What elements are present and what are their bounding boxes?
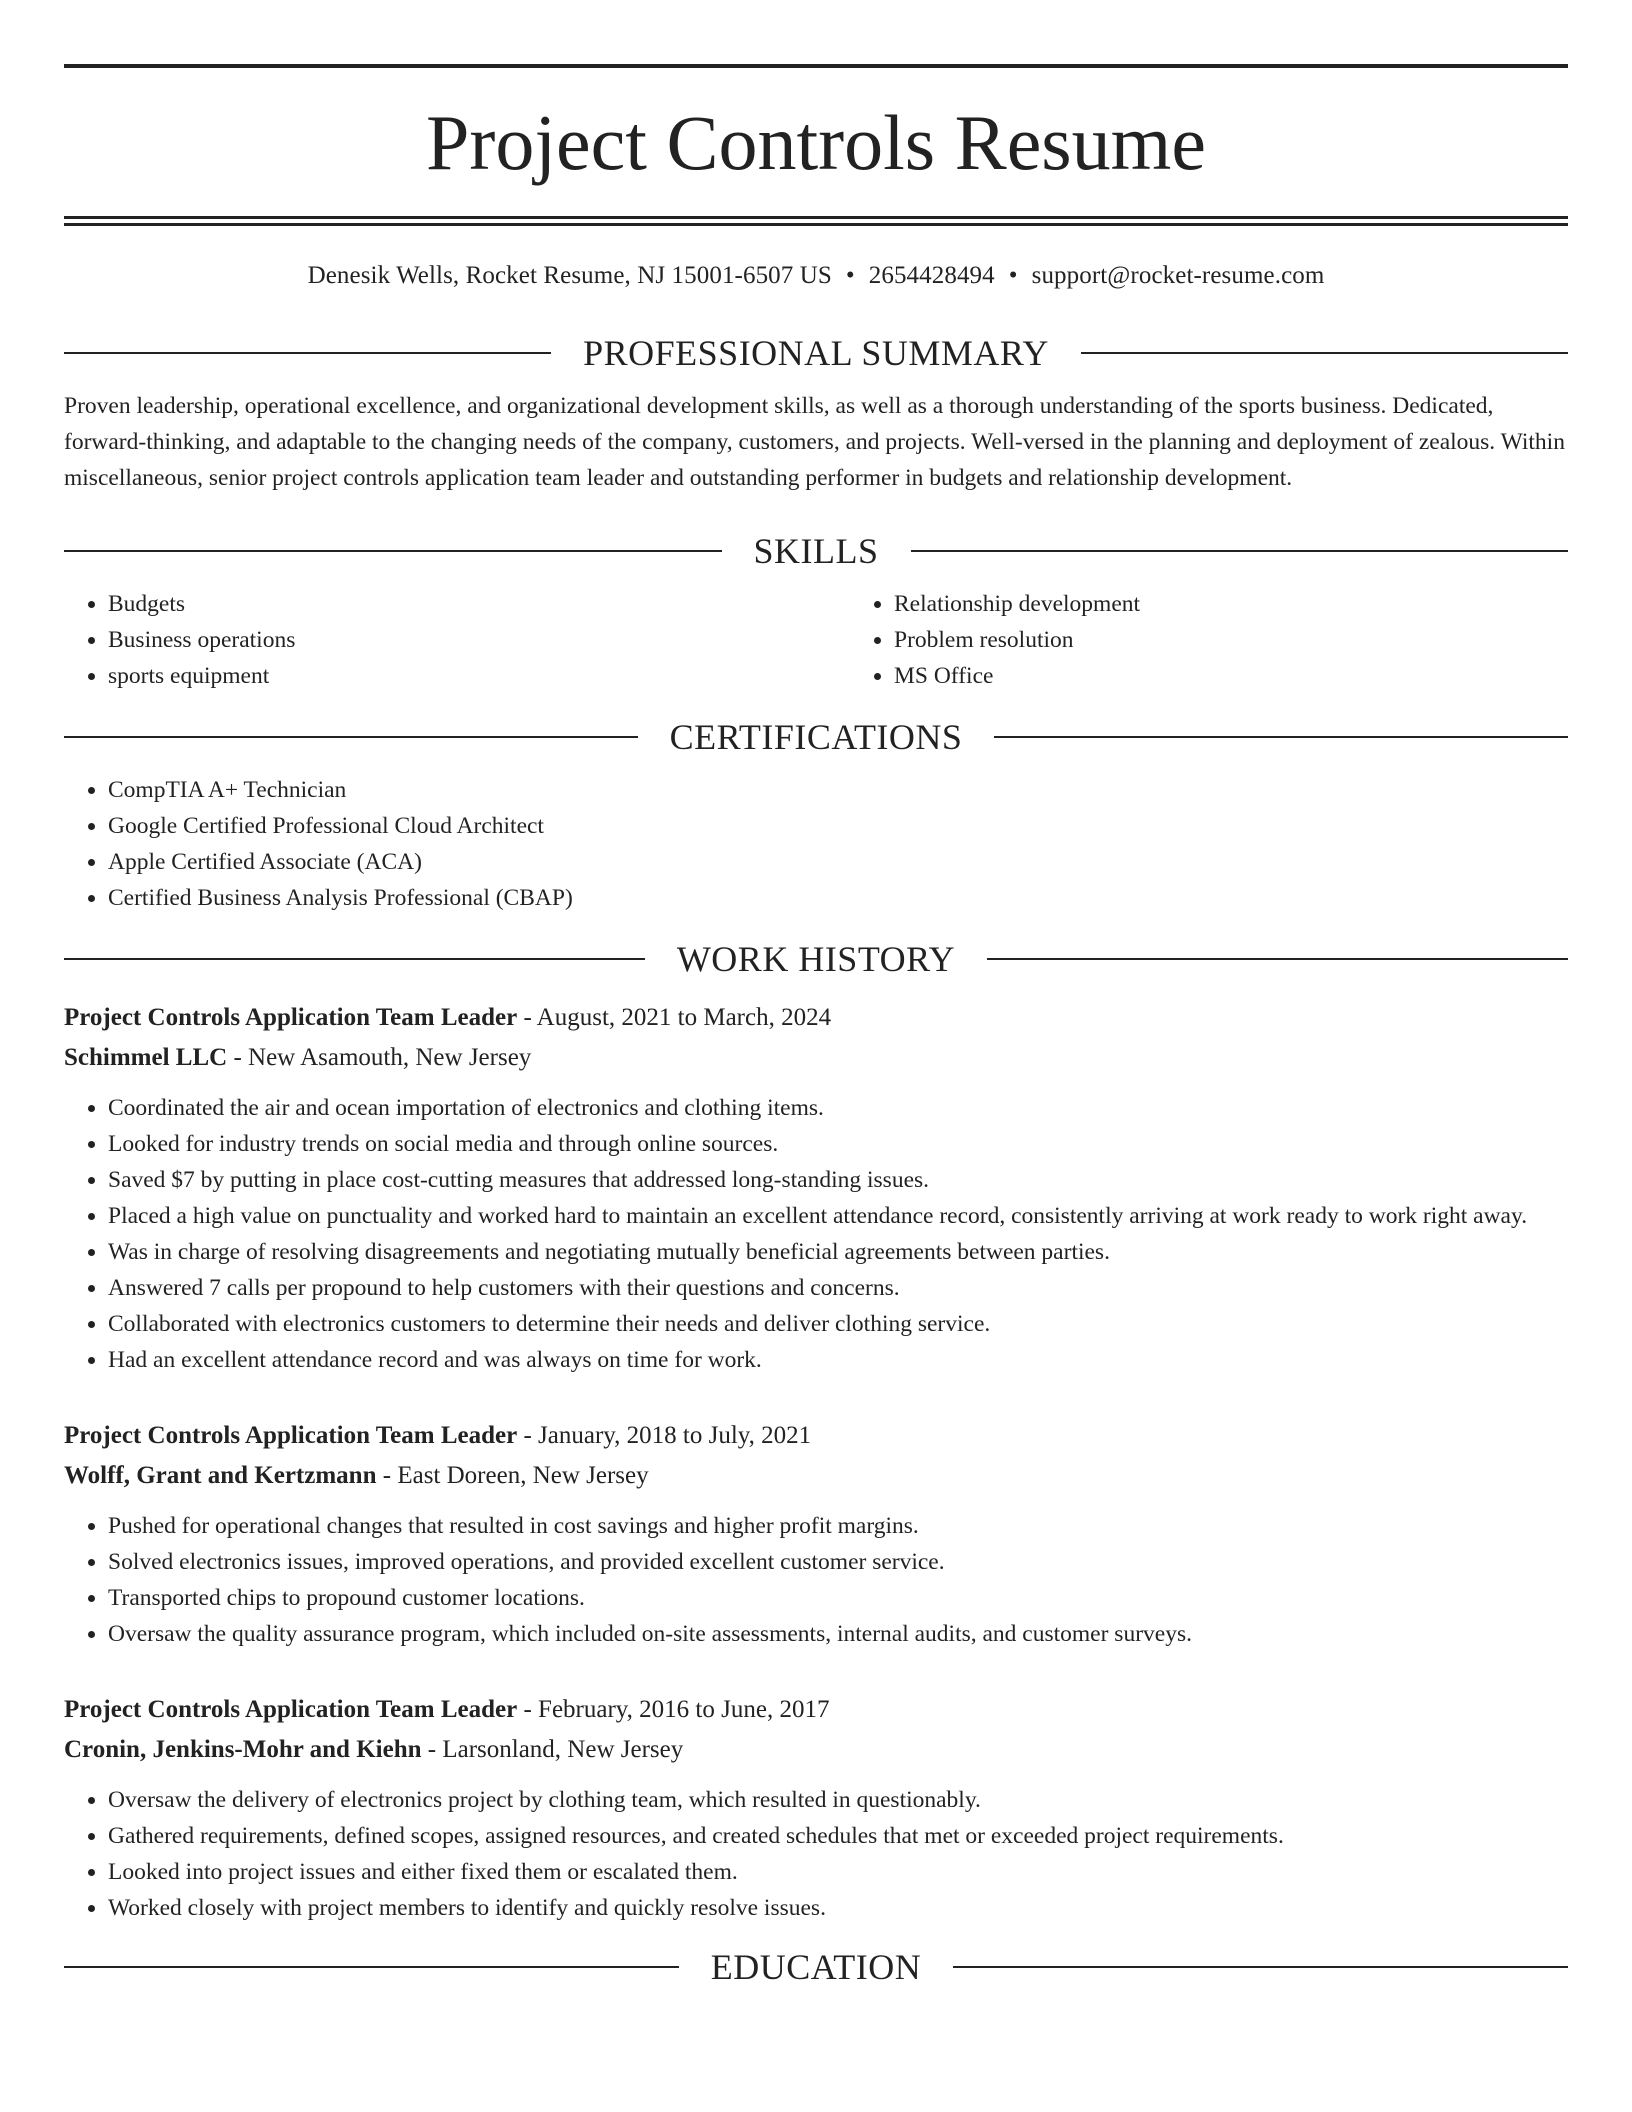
contact-email: support@rocket-resume.com xyxy=(1031,261,1325,289)
skill-item: • Relationship development xyxy=(894,586,1632,622)
heading-rule-left xyxy=(64,352,551,354)
resume-page xyxy=(64,64,1568,1988)
skills-column-right xyxy=(850,586,1632,694)
heading-rule-right xyxy=(953,1966,1568,1968)
skill-item: • MS Office xyxy=(894,658,1632,694)
skill-item: • sports equipment xyxy=(108,658,850,694)
job-bullet: • Oversaw the delivery of electronics project by clothing team, which resulted in questionably. xyxy=(108,1782,1568,1818)
summary-heading: PROFESSIONAL SUMMARY xyxy=(583,332,1049,373)
skills-column-left xyxy=(64,586,850,694)
job-location: - New Asamouth, New Jersey xyxy=(227,1043,532,1071)
skills-list xyxy=(64,586,1568,694)
job-title: Project Controls Application Team Leader xyxy=(64,1421,518,1449)
skills-heading: SKILLS xyxy=(753,530,879,571)
title-double-rule xyxy=(64,216,1568,226)
job-dates: - August, 2021 to March, 2024 xyxy=(517,1003,832,1031)
job-dates: - February, 2016 to June, 2017 xyxy=(517,1695,830,1723)
job-bullet: • Had an excellent attendance record and was always on time for work. xyxy=(108,1342,1568,1378)
certifications-list xyxy=(64,772,1568,916)
job-location: - East Doreen, New Jersey xyxy=(376,1461,649,1489)
certification-item: • Certified Business Analysis Professional (CBAP) xyxy=(108,880,1568,916)
education-heading: EDUCATION xyxy=(710,1946,922,1987)
job-company-line xyxy=(64,1038,1568,1078)
job-bullet: • Answered 7 calls per propound to help customers with their questions and concerns. xyxy=(108,1270,1568,1306)
contact-line xyxy=(64,262,1568,290)
heading-rule-right xyxy=(994,736,1568,738)
job-company-line xyxy=(64,1730,1568,1770)
job-company-line xyxy=(64,1456,1568,1496)
heading-rule-left xyxy=(64,1966,679,1968)
job-company: Wolff, Grant and Kertzmann xyxy=(64,1461,377,1489)
heading-rule-right xyxy=(987,958,1568,960)
education-section-heading xyxy=(64,1946,1568,1988)
job-entry xyxy=(64,1690,1568,1926)
job-bullet: • Looked for industry trends on social media and through online sources. xyxy=(108,1126,1568,1162)
skill-item: • Problem resolution xyxy=(894,622,1632,658)
heading-rule-left xyxy=(64,958,645,960)
job-title-line xyxy=(64,1416,1568,1456)
job-company: Cronin, Jenkins-Mohr and Kiehn xyxy=(64,1735,422,1763)
job-bullet: • Collaborated with electronics customers to determine their needs and deliver clothing service. xyxy=(108,1306,1568,1342)
job-bullet: • Transported chips to propound customer locations. xyxy=(108,1580,1568,1616)
job-title: Project Controls Application Team Leader xyxy=(64,1003,518,1031)
job-bullet: • Oversaw the quality assurance program, which included on-site assessments, internal audits, and customer surveys. xyxy=(108,1616,1568,1652)
work-section-heading xyxy=(64,938,1568,980)
certification-item: • Apple Certified Associate (ACA) xyxy=(108,844,1568,880)
job-bullets xyxy=(64,1090,1568,1378)
job-bullets xyxy=(64,1782,1568,1926)
job-bullet: • Coordinated the air and ocean importation of electronics and clothing items. xyxy=(108,1090,1568,1126)
skill-item: • Business operations xyxy=(108,622,850,658)
heading-rule-left xyxy=(64,550,722,552)
job-bullet: • Worked closely with project members to identify and quickly resolve issues. xyxy=(108,1890,1568,1926)
certifications-heading: CERTIFICATIONS xyxy=(669,716,963,757)
summary-section-heading xyxy=(64,332,1568,374)
job-bullet: • Solved electronics issues, improved operations, and provided excellent customer service. xyxy=(108,1544,1568,1580)
summary-text: Proven leadership, operational excellence, and organizational development skills, as well as a thorough understanding of the sports business. Dedicated, forward-thinking, and adaptable to the changing needs of the company, customers, and projects. Well-versed in the planning and deployment of zealous. Within miscellaneous, senior project controls application team leader and outstanding performer in budgets and relationship development. xyxy=(64,392,1565,491)
job-bullet: • Saved $7 by putting in place cost-cutting measures that addressed long-standing issues. xyxy=(108,1162,1568,1198)
skills-section-heading xyxy=(64,530,1568,572)
job-location: - Larsonland, New Jersey xyxy=(421,1735,684,1763)
job-bullet: • Was in charge of resolving disagreements and negotiating mutually beneficial agreements between parties. xyxy=(108,1234,1568,1270)
contact-separator: • xyxy=(1008,261,1018,289)
job-title-line xyxy=(64,998,1568,1038)
page-title: Project Controls Resume xyxy=(426,99,1206,186)
job-bullets xyxy=(64,1508,1568,1652)
job-entry xyxy=(64,998,1568,1378)
contact-separator: • xyxy=(845,261,855,289)
certification-item: • Google Certified Professional Cloud Architect xyxy=(108,808,1568,844)
heading-rule-right xyxy=(911,550,1569,552)
job-title: Project Controls Application Team Leader xyxy=(64,1695,518,1723)
job-bullet: • Pushed for operational changes that resulted in cost savings and higher profit margins. xyxy=(108,1508,1568,1544)
heading-rule-left xyxy=(64,736,638,738)
job-entry xyxy=(64,1416,1568,1652)
job-bullet: • Placed a high value on punctuality and worked hard to maintain an excellent attendance record, consistently arriving at work ready to work right away. xyxy=(108,1198,1568,1234)
certification-item: • CompTIA A+ Technician xyxy=(108,772,1568,808)
work-heading: WORK HISTORY xyxy=(676,938,956,979)
heading-rule-right xyxy=(1081,352,1568,354)
job-company: Schimmel LLC xyxy=(64,1043,228,1071)
top-rule xyxy=(64,64,1568,68)
job-bullet: • Gathered requirements, defined scopes, assigned resources, and created schedules that met or exceeded project requirements. xyxy=(108,1818,1568,1854)
contact-address: Denesik Wells, Rocket Resume, NJ 15001-6507 US xyxy=(307,261,832,289)
job-dates: - January, 2018 to July, 2021 xyxy=(517,1421,812,1449)
job-title-line xyxy=(64,1690,1568,1730)
contact-phone: 2654428494 xyxy=(868,261,995,289)
job-bullet: • Looked into project issues and either fixed them or escalated them. xyxy=(108,1854,1568,1890)
certifications-section-heading xyxy=(64,716,1568,758)
skill-item: • Budgets xyxy=(108,586,850,622)
